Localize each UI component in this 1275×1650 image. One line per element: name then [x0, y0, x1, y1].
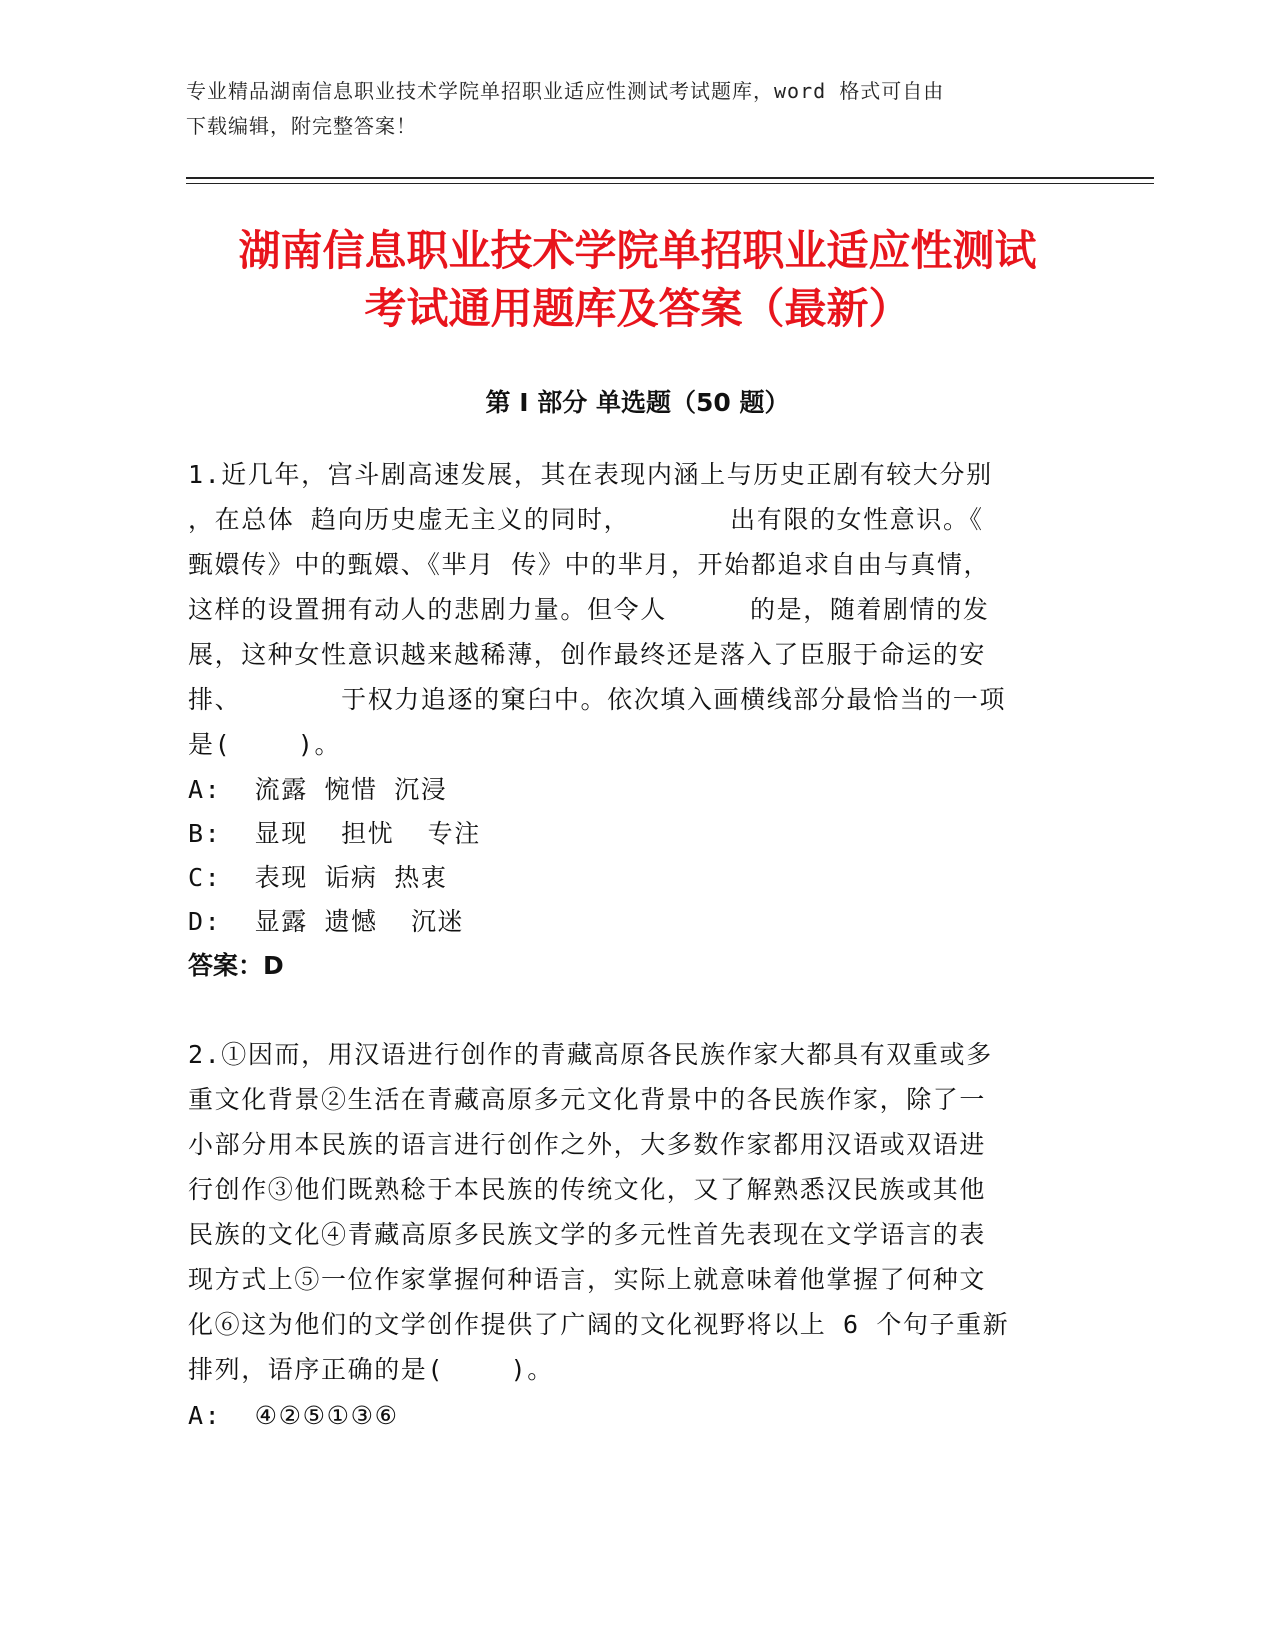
question-1-answer: 答案：D	[188, 951, 284, 980]
header-divider-thick	[186, 177, 1154, 179]
question-1-stem-line: 甄嬛传》中的甄嬛、《芈月 传》中的芈月，开始都追求自由与真情，	[188, 550, 991, 579]
question-1-option-c: C: 表现 诟病 热衷	[188, 863, 448, 892]
question-1-stem-line: ，在总体 趋向历史虚无主义的同时， 出有限的女性意识。《	[188, 505, 984, 534]
header-divider-thin	[186, 183, 1154, 184]
header-note	[186, 74, 1066, 144]
question-2-stem-line: 排列，语序正确的是( )。	[188, 1355, 554, 1384]
question-2-option-a: A: ④②⑤①③⑥	[188, 1401, 399, 1430]
question-2-stem-line: 小部分用本民族的语言进行创作之外，大多数作家都用汉语或双语进	[188, 1130, 987, 1159]
question-1-stem	[188, 452, 1068, 767]
question-1-stem-line: 是( )。	[188, 730, 342, 759]
document-title-line-1: 湖南信息职业技术学院单招职业适应性测试	[238, 226, 1037, 275]
section-heading: 第 I 部分 单选题（50 题）	[485, 388, 790, 417]
question-1-stem-line: 展，这种女性意识越来越稀薄，创作最终还是落入了臣服于命运的安	[188, 640, 987, 669]
question-1-option-a: A: 流露 惋惜 沉浸	[188, 775, 448, 804]
question-2-stem-line: 现方式上⑤一位作家掌握何种语言，实际上就意味着他掌握了何种文	[188, 1265, 987, 1294]
header-note-line-2: 下载编辑，附完整答案！	[186, 114, 417, 138]
question-1-stem-line: 排、 于权力追逐的窠臼中。依次填入画横线部分最恰当的一项	[188, 685, 1007, 714]
question-1-option-b: B: 显现 担忧 专注	[188, 819, 481, 848]
question-2-stem-line: 民族的文化④青藏高原多民族文学的多元性首先表现在文学语言的表	[188, 1220, 987, 1249]
question-2-stem-line: 化⑥这为他们的文学创作提供了广阔的文化视野将以上 6 个句子重新	[188, 1310, 1010, 1339]
question-2-stem-line: 重文化背景②生活在青藏高原多元文化背景中的各民族作家，除了一	[188, 1085, 987, 1114]
document-title	[140, 222, 1135, 338]
header-note-line-1: 专业精品湖南信息职业技术学院单招职业适应性测试考试题库，word 格式可自由	[186, 79, 945, 103]
question-1-option-d: D: 显露 遗憾 沉迷	[188, 907, 465, 936]
document-title-line-2: 考试通用题库及答案（最新）	[364, 284, 911, 333]
question-2-stem-line: 行创作③他们既熟稔于本民族的传统文化，又了解熟悉汉民族或其他	[188, 1175, 987, 1204]
question-1-stem-line: 这样的设置拥有动人的悲剧力量。但令人 的是，随着剧情的发	[188, 595, 990, 624]
question-1-stem-line: 1.近几年，宫斗剧高速发展，其在表现内涵上与历史正剧有较大分别	[188, 460, 993, 489]
question-2-stem	[188, 1032, 1068, 1392]
question-2-stem-line: 2.①因而，用汉语进行创作的青藏高原各民族作家大都具有双重或多	[188, 1040, 993, 1069]
